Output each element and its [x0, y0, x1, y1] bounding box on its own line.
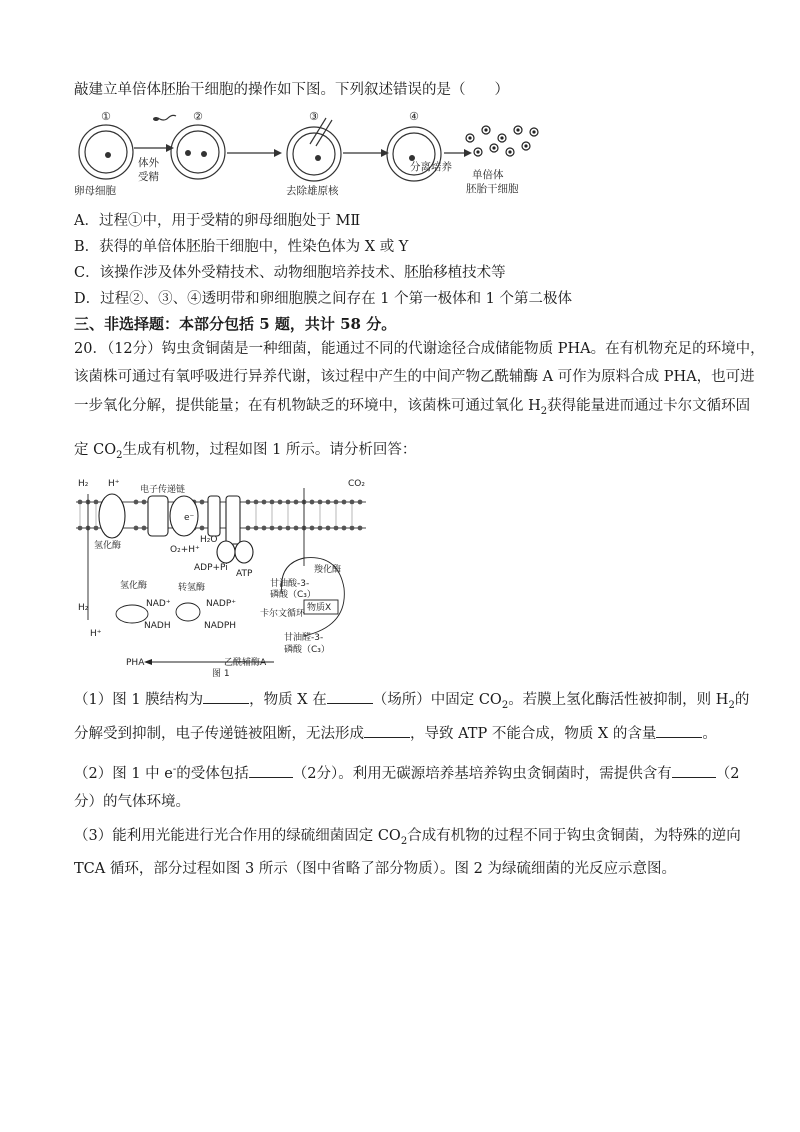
figure-haploid-esc — [74, 108, 544, 200]
answer-blank[interactable] — [327, 689, 373, 704]
q20-line-3b: 获得能量进而通过卡尔文循环固 — [547, 398, 751, 414]
question-19-stem: 敲建立单倍体胚胎干细胞的操作如下图。下列叙述错误的是（ ） — [74, 82, 509, 98]
answer-blank[interactable] — [672, 763, 716, 778]
option-a: A．过程①中，用于受精的卵母细胞处于 MⅡ — [74, 213, 361, 229]
sub-question-2-line-1: （2）图 1 中 e-的受体包括 （2分）。利用无碳源培养基培养钩虫贪铜菌时，需提供含有 （2 — [74, 764, 740, 782]
label-g3p-1: 甘油酸-3- — [270, 579, 310, 589]
label-calvin: 卡尔文循环 — [260, 609, 306, 619]
label-h2-b: H₂ — [78, 603, 89, 613]
label-rubisco: 羧化酶 — [314, 565, 342, 575]
label-hydrogenase-2: 氢化酶 — [120, 581, 148, 591]
label-o2h: O₂+H⁺ — [170, 545, 200, 555]
label-nad: NAD⁺ — [146, 599, 171, 609]
label-nadp: NADP⁺ — [206, 599, 236, 609]
label-atp: ATP — [236, 569, 253, 579]
figure-1-membrane — [74, 466, 374, 678]
label-transh: 转氢酶 — [178, 583, 206, 593]
answer-blank[interactable] — [249, 763, 293, 778]
label-g3p-2: 磷酸（C₃） — [270, 590, 316, 600]
label-hplus-2: H⁺ — [90, 629, 102, 639]
label-hydrogenase: 氢化酶 — [94, 541, 122, 551]
sub-question-1-line-2: 分解受到抑制，电子传递链被阻断，无法形成 ，导致 ATP 不能合成，物质 X 的含量 。 — [74, 723, 717, 744]
label-etc: 电子传递链 — [140, 485, 186, 495]
label-e: e⁻ — [184, 513, 195, 523]
hydrogenase-protein — [99, 494, 125, 538]
q20-line-2: 该菌株可通过有氧呼吸进行异养代谢，该过程中产生的中间产物乙酰辅酶 A 可作为原料合成 PHA，也可进 — [74, 369, 755, 385]
label-nadh: NADH — [144, 621, 171, 631]
step-3: ③ — [309, 110, 319, 123]
step-2: ② — [193, 110, 203, 123]
figure-1-caption: 图 1 — [212, 669, 230, 678]
sub-2: 2 — [540, 405, 548, 417]
label-ivf-2: 受精 — [138, 171, 159, 183]
label-h2: H₂ — [78, 479, 89, 489]
sub-question-1-line-1: （1）图 1 膜结构为 ，物质 X 在 （场所）中固定 $CO_2$。若膜上氢化酶活性被抑制，则 $H_2$的 — [74, 689, 749, 716]
q20-line-4a: 定 CO — [74, 442, 117, 458]
q20-line-3 — [74, 396, 750, 422]
label-co2: CO₂ — [348, 479, 365, 489]
label-nadph: NADPH — [204, 621, 237, 631]
label-h2o: H₂O — [200, 535, 218, 545]
q20-line-4b: 生成有机物，过程如图 1 所示。请分析回答： — [122, 442, 417, 458]
step-1: ① — [101, 110, 111, 123]
etc-complex-1 — [148, 496, 168, 536]
label-pha: PHA — [126, 658, 145, 668]
answer-blank[interactable] — [203, 689, 249, 704]
label-gal-2: 磷酸（C₃） — [284, 645, 330, 655]
option-d: D．过程②、③、④透明带和卵细胞膜之间存在 1 个第一极体和 1 个第二极体 — [74, 291, 573, 307]
section-heading: 三、非选择题：本部分包括 5 题，共计 58 分。 — [74, 315, 397, 333]
label-adp: ADP+Pi — [194, 563, 228, 573]
label-substx: 物质X — [307, 603, 332, 613]
option-c: C．该操作涉及体外受精技术、动物细胞培养技术、胚胎移植技术等 — [74, 265, 506, 281]
q20-line-1: 20．（12分）钩虫贪铜菌是一种细菌，能通过不同的代谢途径合成储能物质 PHA。在有机物充足的环境中， — [74, 341, 765, 357]
sub-question-3-line-1: （3）能利用光能进行光合作用的绿硫细菌固定 $CO_2$合成有机物的过程不同于钩虫贪铜菌，为特殊的逆向 — [74, 828, 741, 847]
label-gal-1: 甘油醛-3- — [284, 633, 324, 643]
sub-question-3-line-2: TCA 循环，部分过程如图 3 所示（图中省略了部分物质）。图 2 为绿硫细菌的光反应示意图。 — [74, 861, 676, 877]
sub-2: 2 — [116, 449, 123, 461]
label-culture: 分离培养 — [410, 161, 452, 173]
label-acetyl: 乙酰辅酶A — [224, 658, 267, 668]
step-4: ④ — [409, 110, 419, 123]
label-ivf-1: 体外 — [138, 157, 159, 169]
label-result-1: 单倍体 — [472, 169, 504, 181]
q20-line-3a: 一步氧化分解，提供能量；在有机物缺乏的环境中，该菌株可通过氧化 H — [74, 398, 541, 414]
q20-line-4 — [74, 440, 416, 466]
atp-synthase — [226, 496, 240, 544]
label-result-2: 胚胎干细胞 — [466, 183, 519, 195]
label-remove: 去除雄原核 — [286, 185, 339, 197]
option-b: B．获得的单倍体胚胎干细胞中，性染色体为 X 或 Y — [74, 239, 409, 255]
sub-question-2-line-2: 分）的气体环境。 — [74, 794, 190, 810]
answer-blank[interactable] — [656, 723, 702, 738]
label-egg: 卵母细胞 — [74, 185, 116, 197]
label-hplus: H⁺ — [108, 479, 120, 489]
etc-complex-3 — [208, 496, 220, 536]
answer-blank[interactable] — [364, 723, 410, 738]
